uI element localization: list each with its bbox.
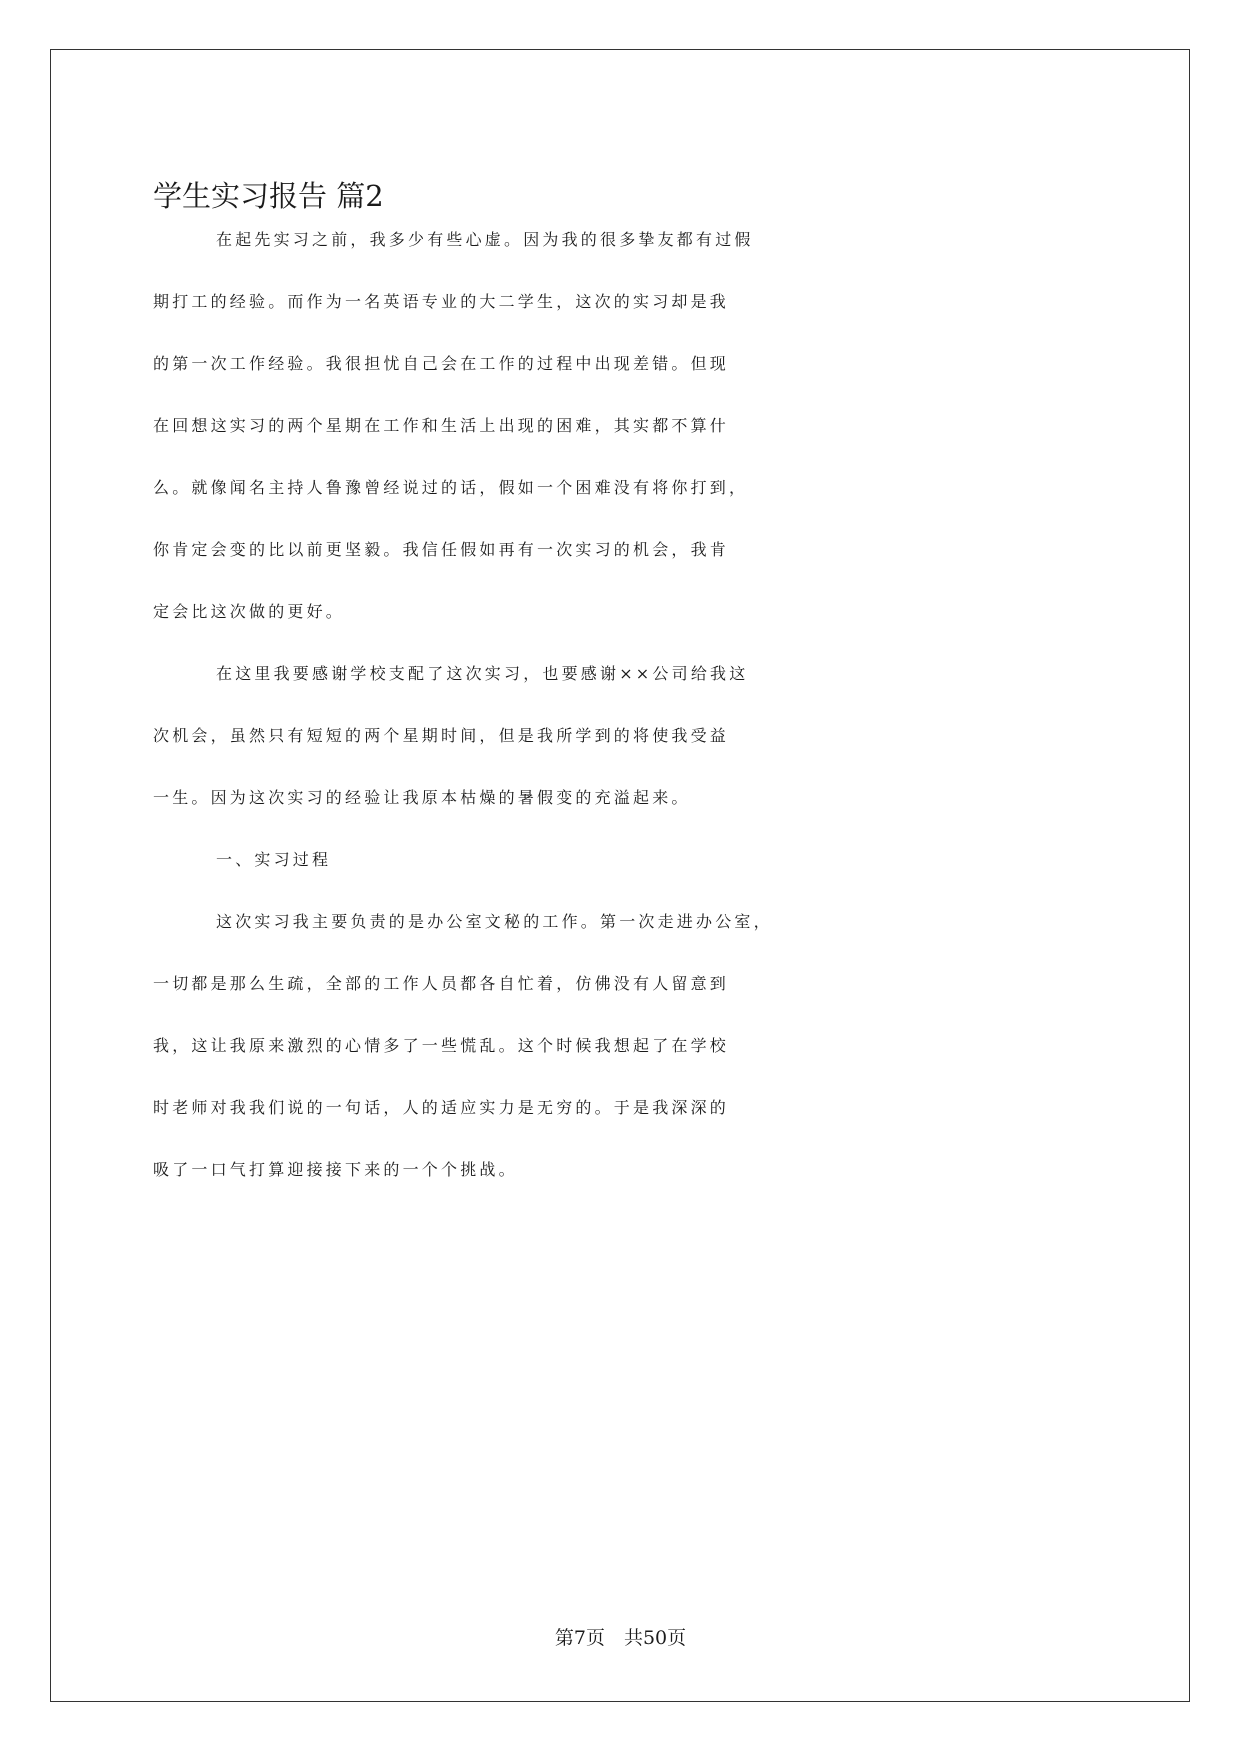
section-heading bbox=[153, 847, 1093, 909]
paragraph-line: 次机会，虽然只有短短的两个星期时间，但是我所学到的将使我受益 bbox=[153, 726, 730, 745]
paragraph-line: 吸了一口气打算迎接接下来的一个个挑战。 bbox=[153, 1160, 518, 1179]
paragraph-line: 一生。因为这次实习的经验让我原本枯燥的暑假变的充溢起来。 bbox=[153, 788, 691, 807]
paragraph-line: 时老师对我我们说的一句话，人的适应实力是无穷的。于是我深深的 bbox=[153, 1098, 730, 1117]
paragraph-line: 一切都是那么生疏，全部的工作人员都各自忙着，仿佛没有人留意到 bbox=[153, 974, 730, 993]
paragraph-line: 么。就像闻名主持人鲁豫曾经说过的话，假如一个困难没有将你打到， bbox=[153, 478, 749, 497]
paragraph-line: 在这里我要感谢学校支配了这次实习，也要感谢××公司给我这 bbox=[216, 664, 749, 683]
paragraph-3 bbox=[153, 909, 1093, 1219]
document-body bbox=[153, 165, 1093, 1219]
paragraph-line: 的第一次工作经验。我很担忧自己会在工作的过程中出现差错。但现 bbox=[153, 354, 730, 373]
paragraph-line: 你肯定会变的比以前更坚毅。我信任假如再有一次实习的机会，我肯 bbox=[153, 540, 730, 559]
paragraph-2 bbox=[153, 661, 1093, 847]
paragraph-line: 期打工的经验。而作为一名英语专业的大二学生，这次的实习却是我 bbox=[153, 292, 730, 311]
paragraph-line: 我，这让我原来激烈的心情多了一些慌乱。这个时候我想起了在学校 bbox=[153, 1036, 730, 1055]
paragraph-line: 定会比这次做的更好。 bbox=[153, 602, 346, 621]
document-title: 学生实习报告 篇2 bbox=[153, 179, 384, 213]
section-heading-text: 一、实习过程 bbox=[216, 850, 332, 869]
paragraph-line: 在回想这实习的两个星期在工作和生活上出现的困难，其实都不算什 bbox=[153, 416, 730, 435]
page-number-footer: 第7页 共50页 bbox=[554, 1627, 687, 1649]
paragraph-1 bbox=[153, 227, 1093, 661]
paragraph-line: 在起先实习之前，我多少有些心虚。因为我的很多挚友都有过假 bbox=[216, 230, 754, 249]
paragraph-line: 这次实习我主要负责的是办公室文秘的工作。第一次走进办公室， bbox=[216, 912, 773, 931]
